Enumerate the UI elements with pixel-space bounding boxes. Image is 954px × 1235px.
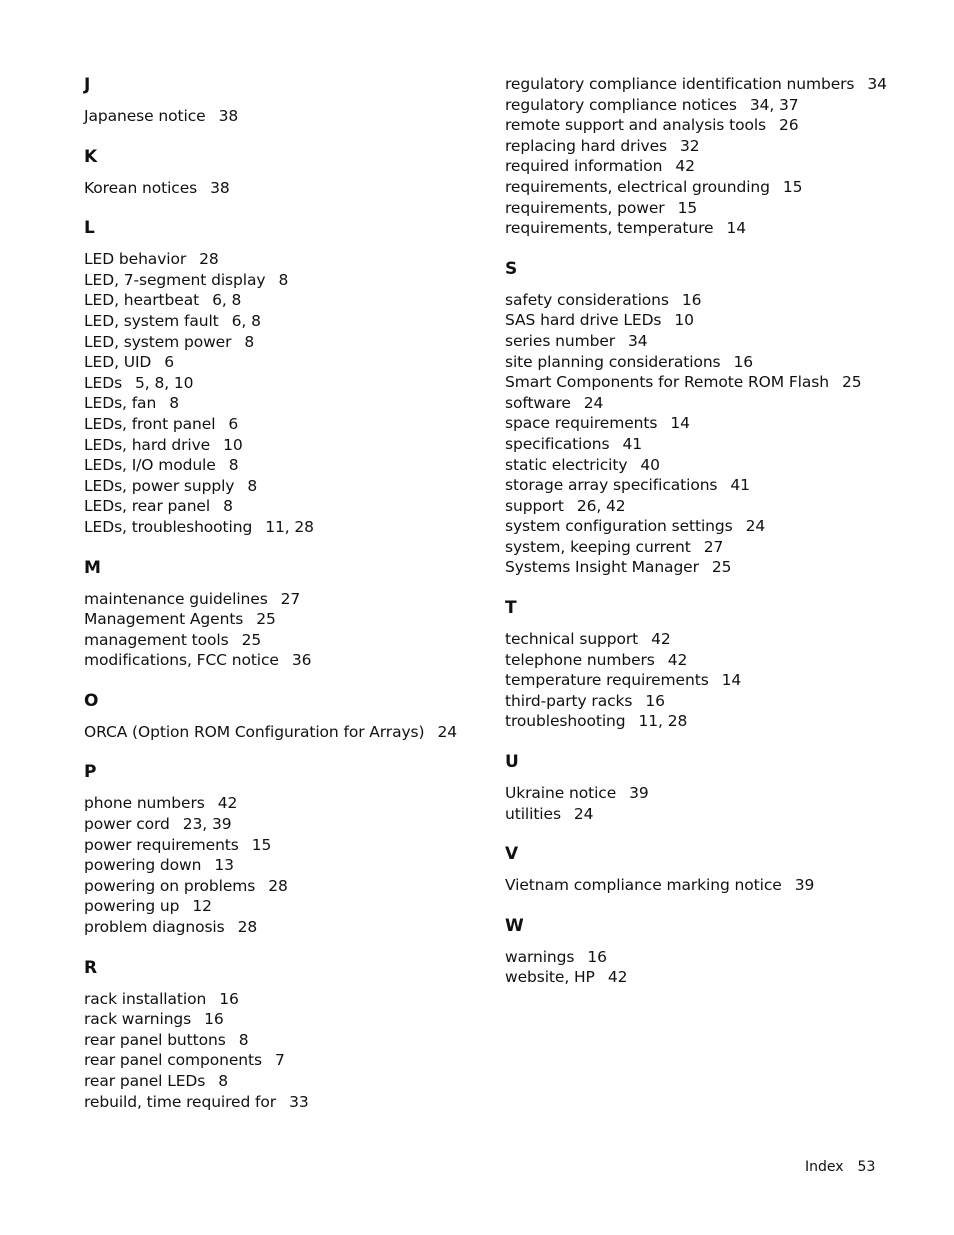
index-term: LED, 7-segment display [84,270,266,289]
section-letter: M [84,557,101,578]
index-term: powering on problems [84,876,256,895]
index-page-ref[interactable]: 28 [237,918,258,937]
index-left-column [84,74,484,1131]
index-term: LEDs, front panel [84,414,216,433]
index-term: regulatory compliance notices [505,95,737,114]
index-term: safety considerations [505,290,669,309]
index-page-ref[interactable]: 42 [675,157,695,176]
index-term: LEDs, rear panel [84,497,211,516]
section-letter: T [505,598,517,619]
index-page-ref[interactable]: 42 [607,968,628,987]
index-page-ref[interactable]: 11, 28 [265,517,314,536]
index-page-ref[interactable]: 16 [219,989,239,1008]
index-term: remote support and analysis tools [505,116,767,135]
index-page-ref[interactable]: 15 [782,177,803,196]
index-entry [84,1030,484,1051]
index-entry [84,1092,484,1113]
index-entry [505,95,925,116]
index-term: LED, UID [84,353,152,372]
index-page-ref[interactable]: 39 [794,876,815,895]
index-page-ref[interactable]: 5, 8, 10 [135,373,194,392]
index-term: phone numbers [84,794,205,813]
index-page-ref[interactable]: 34 [867,75,887,93]
index-term: LEDs [84,373,123,392]
index-page-ref[interactable]: 10 [674,311,694,330]
index-page-ref[interactable]: 25 [841,373,862,392]
section-letter: P [84,762,97,783]
index-term: telephone numbers [505,650,655,669]
index-section [505,915,925,988]
index-page-ref[interactable]: 6 [228,414,239,433]
index-entry [84,1050,484,1071]
index-term: software [505,393,571,412]
index-term: requirements, power [505,198,665,217]
index-page-ref[interactable]: 6 [164,353,175,372]
index-term: power requirements [84,835,239,854]
index-entry [505,875,925,896]
page-footer [805,1159,875,1175]
index-term: rack installation [84,989,207,1008]
index-section [505,258,925,578]
index-section [84,690,484,743]
index-term: system configuration settings [505,517,733,536]
index-page-ref[interactable]: 24 [437,722,458,741]
index-term: Systems Insight Manager [505,558,699,577]
index-entry [505,156,925,177]
index-term: Korean notices [84,178,198,197]
index-entry [505,455,925,476]
index-page-ref[interactable]: 8 [169,394,179,413]
index-term: LEDs, hard drive [84,435,211,454]
index-entry [84,455,484,476]
index-page-ref[interactable]: 42 [217,794,238,813]
index-term: rebuild, time required for [84,1092,277,1111]
index-term: utilities [505,804,561,823]
index-term: rear panel LEDs [84,1072,206,1090]
index-entry [84,414,484,435]
index-term: LEDs, power supply [84,476,235,495]
index-entry [84,249,484,270]
index-page-ref[interactable]: 11, 28 [638,712,688,731]
index-entry [505,496,925,517]
index-page-ref[interactable]: 16 [645,691,665,710]
index-page-ref[interactable]: 6, 8 [212,291,242,310]
section-letter: L [84,218,95,239]
index-entry [84,373,484,394]
index-page-ref[interactable]: 41 [622,434,642,453]
index-entry [84,917,484,938]
index-entry [84,496,484,517]
index-term: LEDs, I/O module [84,456,216,475]
index-term: Ukraine notice [505,784,617,803]
index-term: technical support [505,630,639,649]
index-term: rack warnings [84,1010,192,1029]
index-page-ref[interactable]: 25 [711,558,732,577]
index-page-ref[interactable]: 8 [238,1030,249,1049]
section-letter: V [505,844,519,865]
index-section [84,761,484,937]
index-term: maintenance guidelines [84,589,268,608]
index-entry [84,896,484,917]
index-term: management tools [84,630,229,649]
index-section [84,74,484,127]
index-term: powering up [84,897,180,916]
index-page-ref[interactable]: 8 [244,332,255,351]
index-term: requirements, electrical grounding [505,177,770,196]
index-term: LED, system power [84,332,232,351]
index-page-ref[interactable]: 28 [199,250,219,269]
index-page-ref[interactable]: 16 [587,947,607,966]
index-page-ref[interactable]: 26, 42 [576,496,626,515]
index-page-ref[interactable]: 10 [223,435,243,454]
index-entry [84,835,484,856]
index-term: Vietnam compliance marking notice [505,876,782,895]
index-page-ref[interactable]: 14 [670,414,690,433]
index-term: specifications [505,434,610,453]
index-term: modifications, FCC notice [84,651,279,670]
index-page-ref[interactable]: 6, 8 [231,311,261,330]
index-entry [84,989,484,1010]
index-page-ref[interactable]: 12 [192,897,212,916]
index-entry [505,177,925,198]
index-term: system, keeping current [505,537,691,556]
index-page-ref[interactable]: 38 [210,178,230,197]
index-entry [505,783,925,804]
index-entry [84,876,484,897]
index-section [84,217,484,537]
index-entry [84,311,484,332]
index-entry [84,393,484,414]
index-term: regulatory compliance identification numbers [505,75,855,93]
index-section [84,146,484,199]
index-term: LEDs, troubleshooting [84,517,253,536]
index-entry [84,793,484,814]
index-page-ref[interactable]: 42 [667,650,688,669]
index-term: space requirements [505,414,658,433]
index-page-ref[interactable]: 8 [228,456,239,475]
index-entry [505,537,925,558]
section-letter: U [505,752,519,773]
footer-label: Index [805,1159,844,1175]
index-page-ref[interactable]: 14 [721,671,742,690]
index-entry [505,198,925,219]
index-entry [84,855,484,876]
index-page-ref[interactable]: 15 [251,835,272,854]
index-entry [84,106,484,127]
index-entry [84,814,484,835]
index-term: LED, heartbeat [84,291,200,310]
index-term: power cord [84,815,170,834]
index-term: problem diagnosis [84,918,225,937]
index-page-ref[interactable]: 15 [677,198,698,217]
index-page-ref[interactable]: 42 [651,630,671,649]
index-entry [84,270,484,291]
index-entry [505,218,925,239]
index-entry [84,476,484,497]
section-letter: K [84,146,98,167]
index-term: Japanese notice [84,107,206,125]
index-page-ref[interactable]: 8 [247,476,258,495]
index-page-ref[interactable]: 8 [218,1072,229,1090]
index-term: LED behavior [84,250,187,269]
section-letter: S [505,258,518,279]
index-section [505,74,925,239]
index-page-ref[interactable]: 34 [628,331,648,350]
index-entry [505,136,925,157]
index-entry [84,290,484,311]
index-term: third-party racks [505,691,633,710]
index-term: LED, system fault [84,311,219,330]
index-term: LEDs, fan [84,394,157,413]
index-term: Management Agents [84,610,244,629]
index-entry [505,629,925,650]
index-page-ref[interactable]: 24 [573,804,594,823]
index-right-column [505,74,925,1007]
index-term: website, HP [505,968,595,987]
index-term: ORCA (Option ROM Configuration for Arrays) [84,722,425,741]
index-entry [84,589,484,610]
index-entry [505,967,925,988]
index-term: static electricity [505,455,628,474]
index-entry [84,352,484,373]
index-entry [505,804,925,825]
page-number: 53 [857,1159,876,1175]
index-term: troubleshooting [505,712,626,731]
index-section [505,597,925,732]
index-entry [505,393,925,414]
index-section [505,843,925,896]
index-page-ref[interactable]: 16 [204,1010,224,1029]
index-page-ref[interactable]: 7 [274,1051,285,1070]
index-page-ref[interactable]: 39 [629,784,649,803]
index-page-ref[interactable]: 13 [214,856,234,875]
index-term: support [505,496,564,515]
index-entry [505,352,925,373]
index-entry [505,290,925,311]
index-entry [505,413,925,434]
index-entry [84,650,484,671]
index-entry [505,115,925,136]
index-page-ref[interactable]: 33 [289,1092,309,1111]
index-entry [84,722,484,743]
section-letter: R [84,957,98,978]
index-term: site planning considerations [505,352,721,371]
index-page-ref[interactable]: 16 [733,352,754,371]
index-entry [505,711,925,732]
index-term: powering down [84,856,202,875]
index-entry [505,372,925,393]
index-entry [505,434,925,455]
index-term: replacing hard drives [505,136,668,155]
index-page-ref[interactable]: 14 [726,219,747,238]
section-letter: O [84,690,99,711]
index-page-ref[interactable]: 8 [278,270,289,289]
index-section [84,957,484,1113]
index-term: requirements, temperature [505,219,714,238]
index-entry [84,1071,484,1092]
index-page-ref[interactable]: 8 [223,497,233,516]
index-entry [505,74,925,95]
index-term: storage array specifications [505,476,718,495]
index-page-ref[interactable]: 24 [583,393,604,412]
index-entry [505,691,925,712]
index-page-ref[interactable]: 36 [291,651,312,670]
index-term: series number [505,331,616,350]
index-entry [84,435,484,456]
index-page-ref[interactable]: 27 [280,589,301,608]
index-page-ref[interactable]: 34, 37 [749,95,799,114]
index-entry [84,609,484,630]
index-entry [505,670,925,691]
index-entry [505,650,925,671]
index-term: required information [505,157,663,176]
index-page-ref[interactable]: 25 [241,630,262,649]
index-entry [505,475,925,496]
index-page-ref[interactable]: 38 [218,107,239,125]
index-page-ref[interactable]: 41 [730,476,750,495]
index-page-ref[interactable]: 32 [680,136,700,155]
index-page-ref[interactable]: 16 [681,290,702,309]
index-entry [505,557,925,578]
index-section [505,751,925,824]
index-page-ref[interactable]: 28 [268,876,288,895]
index-term: temperature requirements [505,671,709,690]
index-entry [84,517,484,538]
index-entry [505,310,925,331]
index-term: warnings [505,947,575,966]
index-page-ref[interactable]: 40 [640,455,660,474]
index-entry [84,332,484,353]
index-term: Smart Components for Remote ROM Flash [505,373,829,392]
section-letter: J [84,75,91,95]
index-page-ref[interactable]: 25 [256,610,276,629]
index-page-ref[interactable]: 24 [745,517,766,536]
index-entry [84,630,484,651]
index-entry [505,331,925,352]
index-entry [505,516,925,537]
index-section [84,557,484,671]
index-term: SAS hard drive LEDs [505,311,662,330]
index-page-ref[interactable]: 23, 39 [182,815,232,834]
index-entry [505,947,925,968]
index-entry [84,1009,484,1030]
index-term: rear panel buttons [84,1030,226,1049]
index-page-ref[interactable]: 27 [703,537,724,556]
index-term: rear panel components [84,1051,262,1070]
index-page-ref[interactable]: 26 [779,116,799,135]
section-letter: W [505,915,524,936]
index-entry [84,178,484,199]
